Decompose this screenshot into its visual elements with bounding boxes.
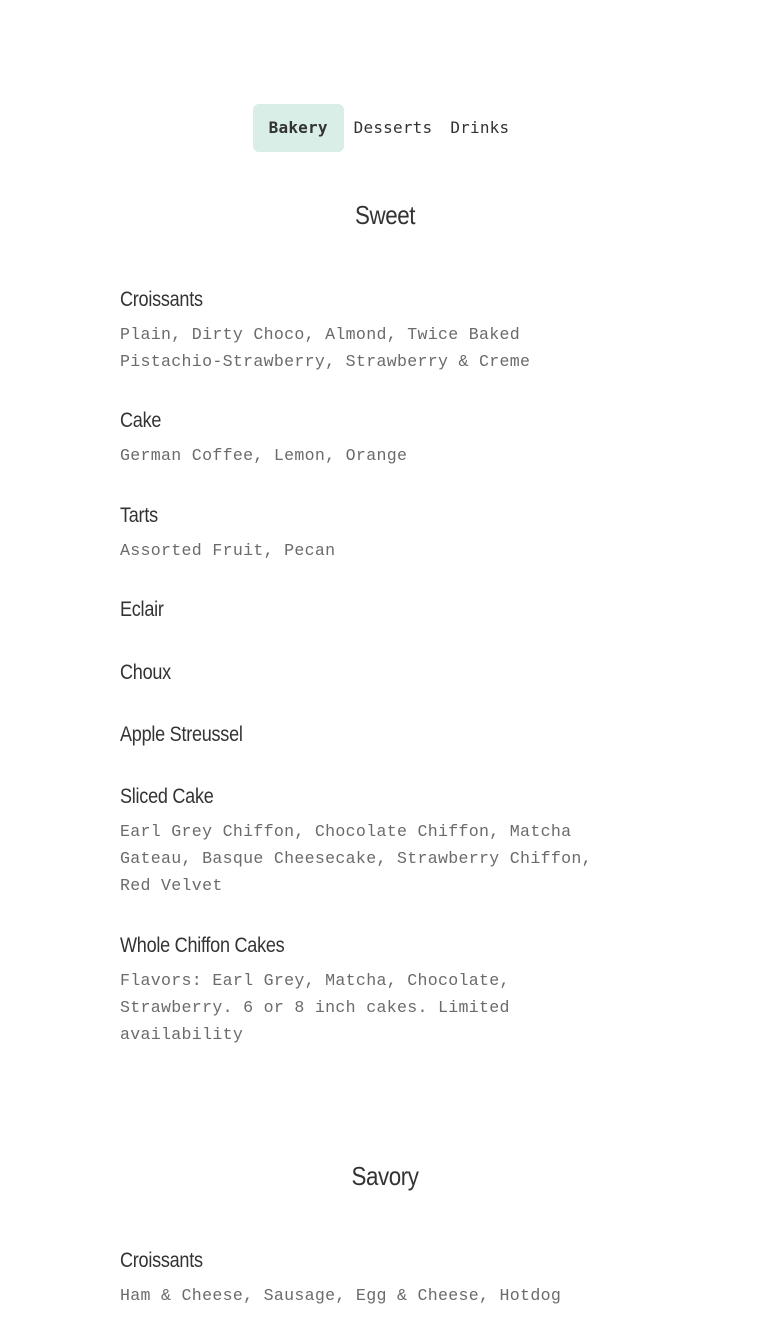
menu-item-name: Croissants <box>120 288 203 311</box>
menu-item-description: Earl Grey Chiffon, Chocolate Chiffon, Matcha Gateau, Basque Cheesecake, Strawberry Chiffon, Red Velvet <box>120 822 592 895</box>
menu-item-name: Cake <box>120 409 162 432</box>
tab-drinks[interactable]: Drinks <box>450 118 510 137</box>
menu-item-name: Apple Streussel <box>120 723 243 746</box>
menu-item-description: Plain, Dirty Choco, Almond, Twice Baked Pistachio-Strawberry, Strawberry & Creme <box>120 325 531 371</box>
section-title-savory: Savory <box>351 1161 419 1191</box>
menu-item-croissants-sweet <box>120 287 600 375</box>
menu-item-whole-chiffon-cakes <box>120 933 600 1048</box>
section-title-sweet: Sweet <box>354 200 415 230</box>
menu-item-name: Croissants <box>120 1249 203 1272</box>
menu-item-name: Sliced Cake <box>120 785 214 808</box>
menu-item-cake <box>120 408 600 469</box>
menu-item-choux <box>120 660 600 686</box>
menu-item-sliced-cake <box>120 784 600 899</box>
menu-item-croissants-savory <box>120 1248 600 1309</box>
menu-item-apple-streussel <box>120 722 600 748</box>
menu-item-description: Flavors: Earl Grey, Matcha, Chocolate, Strawberry. 6 or 8 inch cakes. Limited availability <box>120 971 510 1044</box>
menu-item-description: German Coffee, Lemon, Orange <box>120 446 408 465</box>
menu-item-name: Whole Chiffon Cakes <box>120 934 285 957</box>
menu-item-name: Eclair <box>120 598 164 621</box>
menu-item-tarts <box>120 503 600 564</box>
menu-item-eclair <box>120 597 600 623</box>
menu-item-description: Ham & Cheese, Sausage, Egg & Cheese, Hotdog <box>120 1286 562 1305</box>
tab-desserts[interactable]: Desserts <box>353 118 433 137</box>
category-tabs <box>0 104 770 152</box>
menu-item-description: Assorted Fruit, Pecan <box>120 541 336 560</box>
tab-bakery[interactable]: Bakery <box>253 104 344 152</box>
menu-item-name: Tarts <box>120 504 158 527</box>
menu-item-name: Choux <box>120 661 171 684</box>
